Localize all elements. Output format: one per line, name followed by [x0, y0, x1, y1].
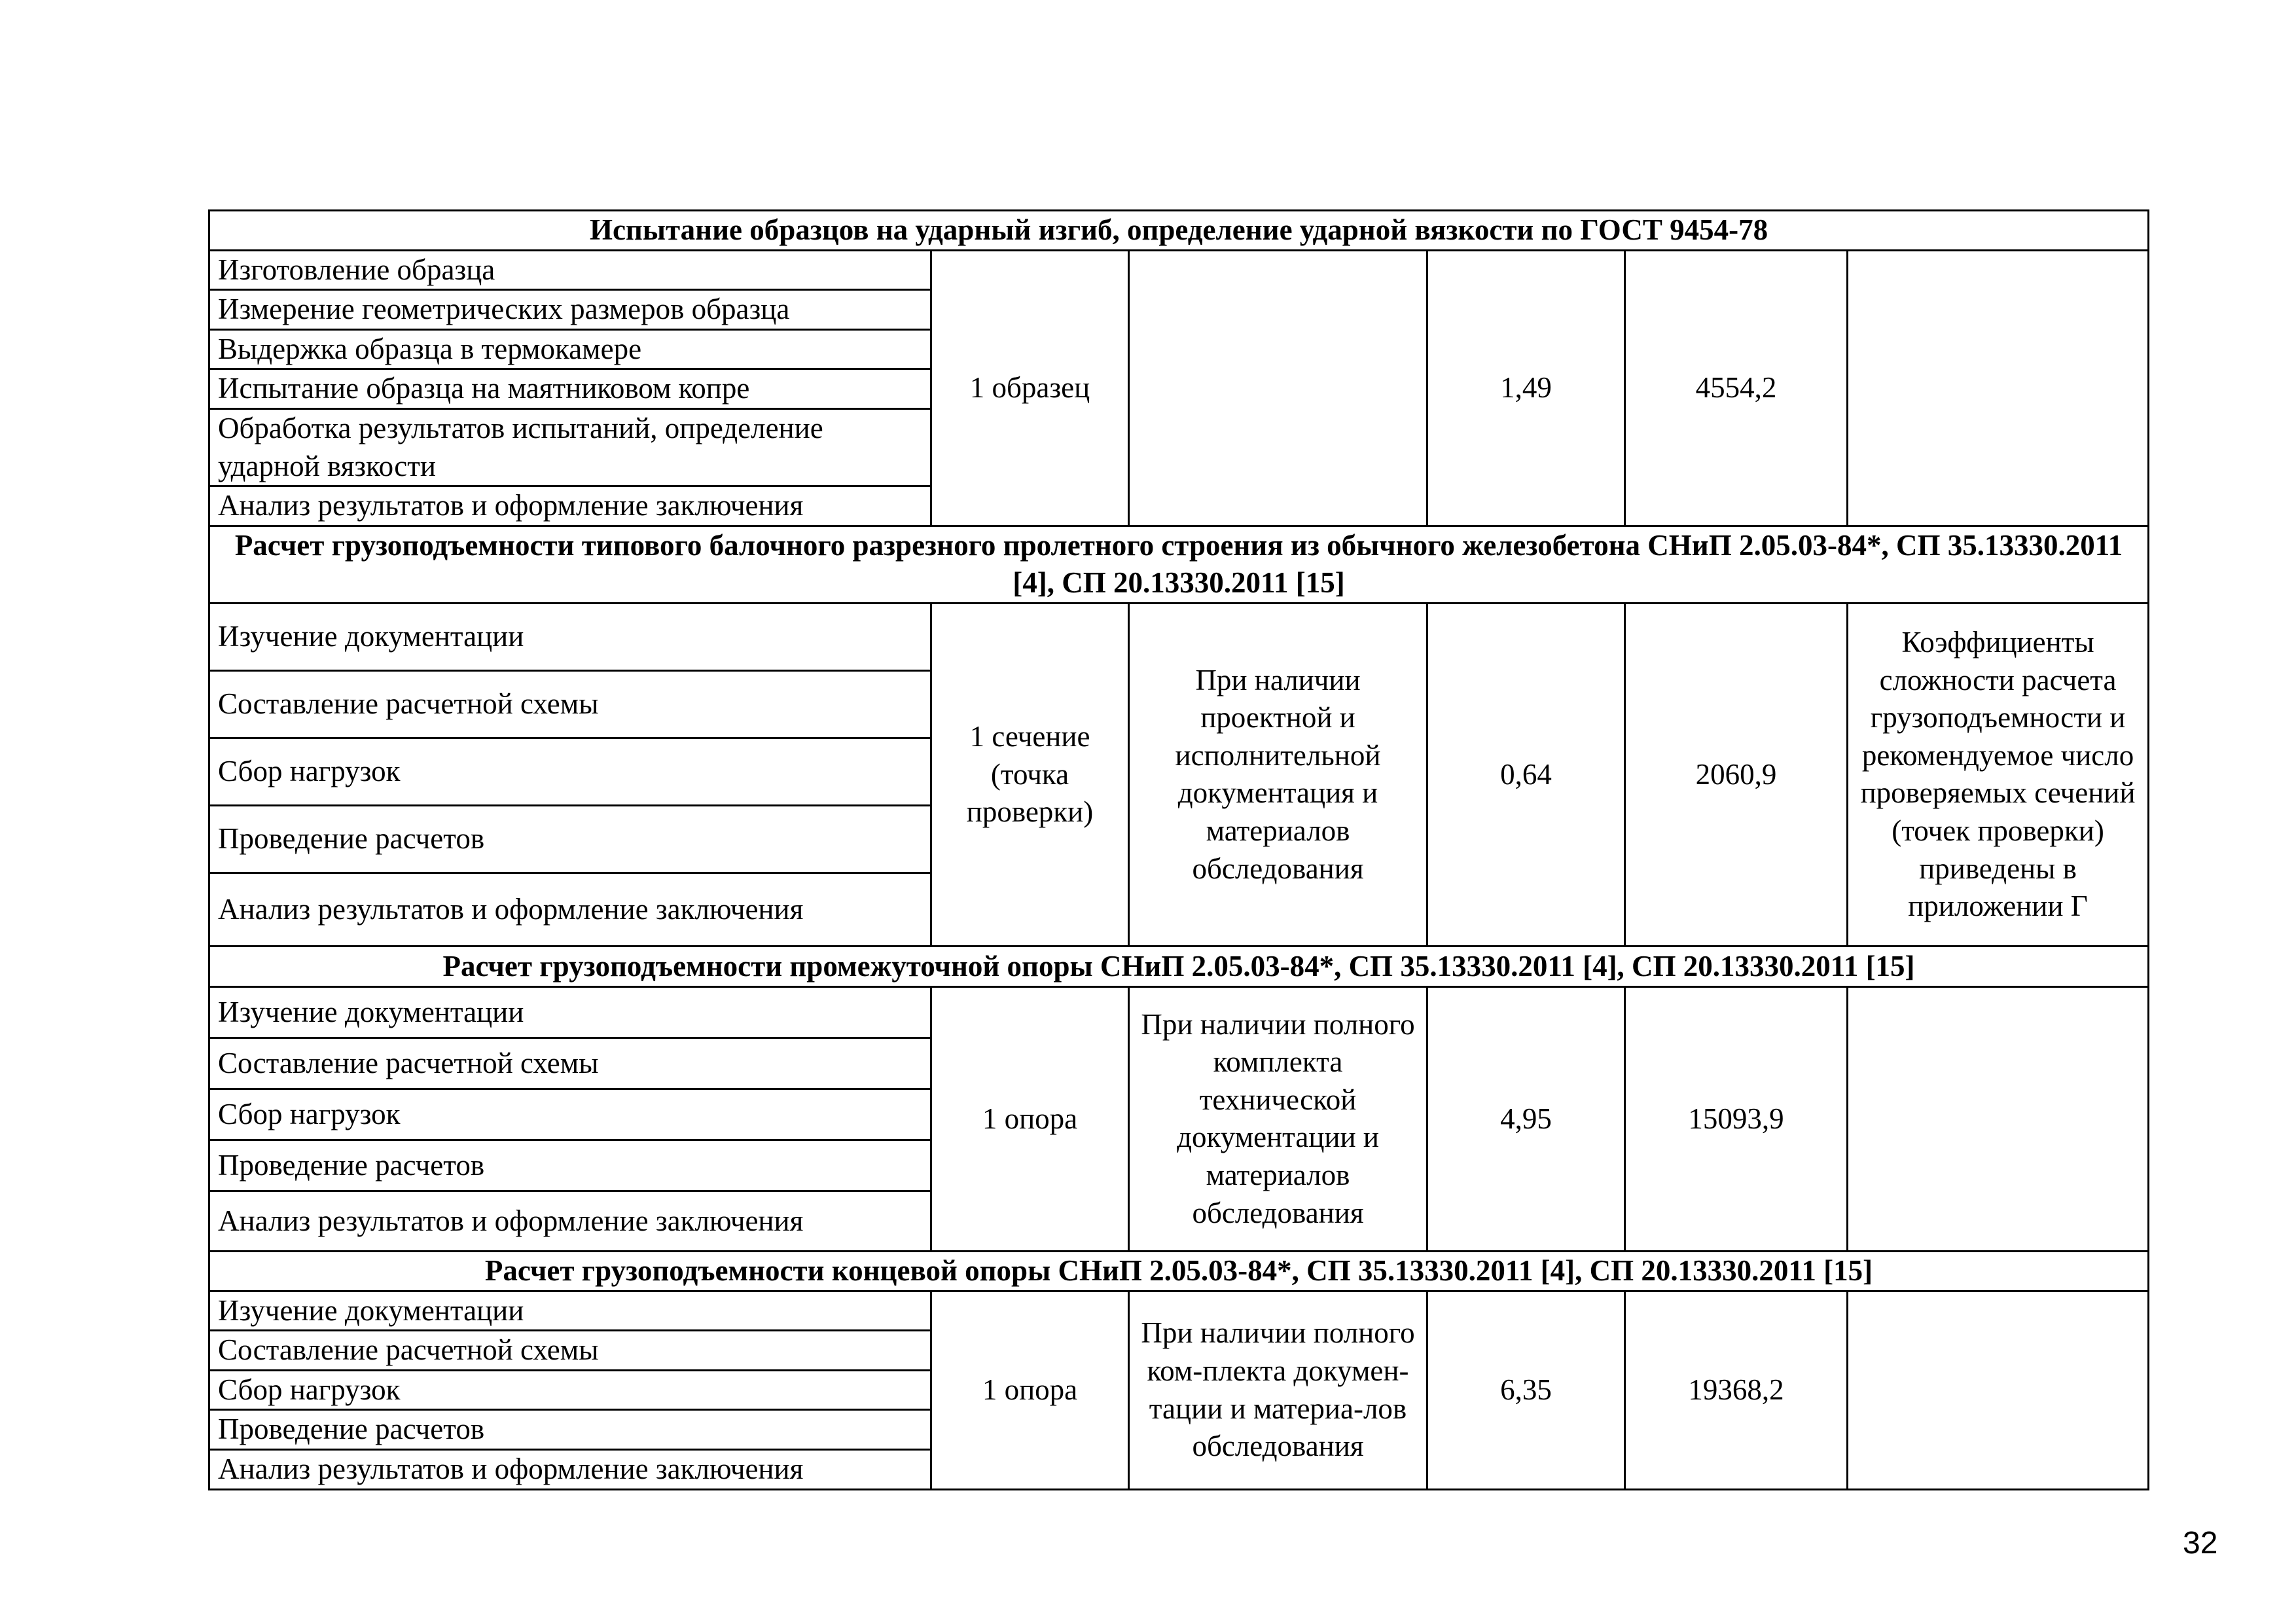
- section-title: Испытание образцов на ударный изгиб, определение ударной вязкости по ГОСТ 9454-78: [209, 211, 2149, 251]
- page-number: 32: [2183, 1526, 2218, 1561]
- work-item: Выдержка образца в термокамере: [209, 329, 931, 369]
- work-item: Анализ результатов и оформление заключения: [209, 1191, 931, 1251]
- work-item: Испытание образца на маятниковом копре: [209, 369, 931, 409]
- coefficient-cell: 1,49: [1427, 250, 1625, 526]
- note-cell: Коэффициенты сложности расчета грузоподъемности и рекомендуемое число проверяемых сечений (точек проверки) приведены в приложении Г: [1848, 603, 2149, 946]
- unit-cell: 1 опора: [931, 1291, 1129, 1489]
- section-title: Расчет грузоподъемности типового балочного разрезного пролетного строения из обычного железобетона СНиП 2.05.03-84*, СП 35.13330.2011 [4], СП 20.13330.2011 [15]: [209, 526, 2149, 603]
- section-header-row: [209, 946, 2149, 986]
- section-header-row: [209, 526, 2149, 603]
- section-header-row: [209, 1251, 2149, 1291]
- coefficient-cell: 6,35: [1427, 1291, 1625, 1489]
- condition-cell: При наличии полного комплекта технической документации и материалов обследования: [1129, 986, 1427, 1251]
- table-row: [209, 1291, 2149, 1331]
- section-header-row: [209, 211, 2149, 251]
- section-title: Расчет грузоподъемности концевой опоры СНиП 2.05.03-84*, СП 35.13330.2011 [4], СП 20.13330.2011 [15]: [209, 1251, 2149, 1291]
- note-cell: [1848, 1291, 2149, 1489]
- work-item: Анализ результатов и оформление заключения: [209, 873, 931, 946]
- condition-cell: При наличии проектной и исполнительной документация и материалов обследования: [1129, 603, 1427, 946]
- unit-cell: 1 образец: [931, 250, 1129, 526]
- works-table: [208, 209, 2149, 1490]
- work-item: Составление расчетной схемы: [209, 670, 931, 738]
- cost-cell: 15093,9: [1625, 986, 1848, 1251]
- cost-cell: 4554,2: [1625, 250, 1848, 526]
- work-item: Составление расчетной схемы: [209, 1038, 931, 1089]
- work-item: Обработка результатов испытаний, определение ударной вязкости: [209, 408, 931, 486]
- table-row: [209, 603, 2149, 670]
- work-item: Изучение документации: [209, 986, 931, 1038]
- work-item: Изготовление образца: [209, 250, 931, 290]
- section-title: Расчет грузоподъемности промежуточной опоры СНиП 2.05.03-84*, СП 35.13330.2011 [4], СП 20.13330.2011 [15]: [209, 946, 2149, 986]
- unit-cell: 1 опора: [931, 986, 1129, 1251]
- condition-cell: [1129, 250, 1427, 526]
- cost-cell: 2060,9: [1625, 603, 1848, 946]
- work-item: Анализ результатов и оформление заключения: [209, 486, 931, 526]
- work-item: Изучение документации: [209, 1291, 931, 1331]
- work-item: Проведение расчетов: [209, 1410, 931, 1450]
- work-item: Проведение расчетов: [209, 1140, 931, 1191]
- coefficient-cell: 4,95: [1427, 986, 1625, 1251]
- table-row: [209, 986, 2149, 1038]
- coefficient-cell: 0,64: [1427, 603, 1625, 946]
- work-item: Сбор нагрузок: [209, 738, 931, 805]
- unit-cell: 1 сечение (точка проверки): [931, 603, 1129, 946]
- cost-cell: 19368,2: [1625, 1291, 1848, 1489]
- table-row: [209, 250, 2149, 290]
- work-item: Проведение расчетов: [209, 805, 931, 873]
- work-item: Изучение документации: [209, 603, 931, 670]
- work-item: Составление расчетной схемы: [209, 1331, 931, 1371]
- work-item: Анализ результатов и оформление заключения: [209, 1449, 931, 1489]
- note-cell: [1848, 250, 2149, 526]
- work-item: Измерение геометрических размеров образца: [209, 290, 931, 330]
- work-item: Сбор нагрузок: [209, 1089, 931, 1140]
- note-cell: [1848, 986, 2149, 1251]
- work-item: Сбор нагрузок: [209, 1370, 931, 1410]
- condition-cell: При наличии полного ком-плекта докумен-тации и материа-лов обследования: [1129, 1291, 1427, 1489]
